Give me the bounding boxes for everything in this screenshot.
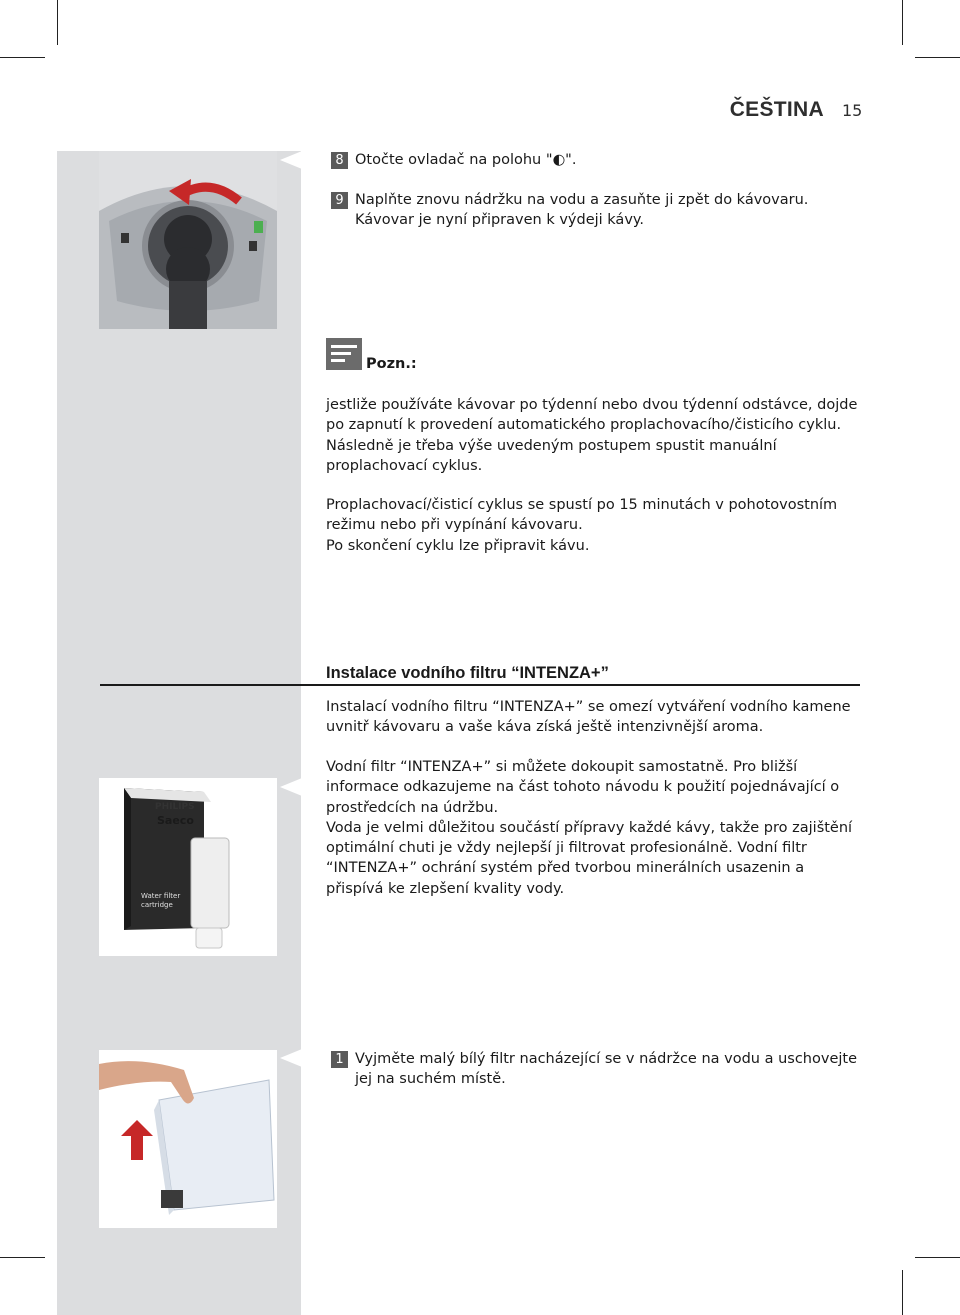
step-1	[331, 1049, 861, 1089]
box-brand-top: PHILIPS	[155, 802, 195, 812]
crop-mark	[0, 57, 45, 58]
step-text: Vyjměte malý bílý filtr nacházející se v nádržce na vodu a uschovejte jej na suchém místě.	[355, 1051, 857, 1087]
section-intro	[326, 697, 866, 738]
sidebar-notch	[280, 151, 302, 169]
note-icon	[326, 338, 362, 370]
note-paragraph: jestliže používáte kávovar po týdenní nebo dvou týdenní odstávce, dojde po zapnutí k provedení automatického proplachovacího/čisticího cyklu. Následně je třeba výše uvedeným postupem spustit manuální proplachovací cyklus.	[326, 397, 858, 474]
step-text: Otočte ovladač na polohu "◐".	[355, 152, 577, 168]
crop-mark	[57, 0, 58, 45]
page-number: 15	[842, 101, 863, 120]
box-brand: Saeco	[157, 814, 194, 827]
step-number: 1	[331, 1051, 348, 1068]
sidebar-notch	[280, 1049, 302, 1067]
language-header: ČEŠTINA	[729, 98, 824, 121]
filter-product-photo	[99, 778, 277, 956]
step-number: 9	[331, 192, 348, 209]
note-text-2	[326, 495, 866, 556]
intro-paragraph: Instalací vodního filtru “INTENZA+” se omezí vytváření vodního kamene uvnitř kávovaru a vaše káva získá ještě intenzivnější aroma.	[326, 699, 851, 736]
step-text: Naplňte znovu nádržku na vodu a zasuňte ji zpět do kávovaru. Kávovar je nyní připraven k výdeji kávy.	[355, 192, 809, 228]
section-body	[326, 757, 866, 899]
sidebar-notch	[280, 778, 302, 796]
section-title: Instalace vodního filtru “INTENZA+”	[326, 664, 609, 682]
note-paragraph: Proplachovací/čisticí cyklus se spustí po 15 minutách v pohotovostním režimu nebo při vypínání kávovaru.	[326, 497, 838, 534]
step-number: 8	[331, 152, 348, 169]
crop-mark	[902, 0, 903, 45]
note-text	[326, 395, 866, 476]
water-tank-photo	[99, 1050, 277, 1228]
body-paragraph: Vodní filtr “INTENZA+” si můžete dokoupit samostatně. Pro bližší informace odkazujeme na část tohoto návodu k použití pojednávající o prostředcích na údržbu.	[326, 759, 840, 816]
box-caption: Water filter cartridge	[141, 892, 181, 909]
note-label: Pozn.:	[366, 356, 417, 372]
machine-dial-photo	[99, 151, 277, 329]
note-paragraph: Po skončení cyklu lze připravit kávu.	[326, 537, 590, 554]
crop-mark	[0, 1257, 45, 1258]
step-9	[331, 190, 861, 230]
heading-rule	[100, 684, 860, 686]
crop-mark	[902, 1270, 903, 1315]
crop-mark	[915, 57, 960, 58]
step-8	[331, 150, 861, 170]
crop-mark	[915, 1257, 960, 1258]
body-paragraph: Voda je velmi důležitou součástí přípravy každé kávy, takže pro zajištění optimální chuti je vždy nejlepší ji filtrovat profesionálně. Vodní filtr “INTENZA+” ochrání systém před tvorbou minerálních usazenin a přispívá ke zlepšení kvality vody.	[326, 819, 853, 897]
